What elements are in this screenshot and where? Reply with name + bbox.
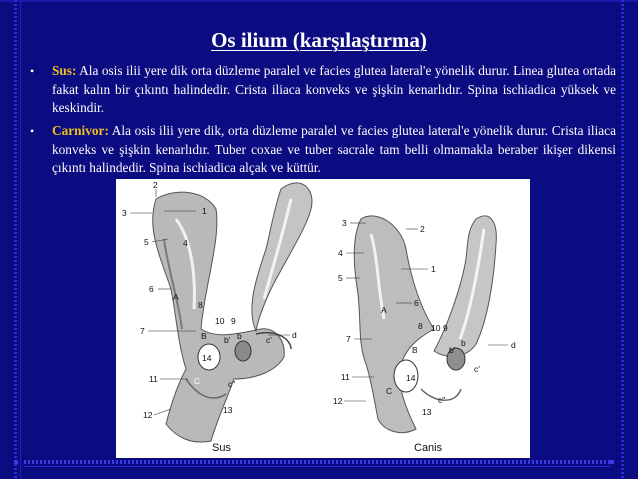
sus-label: c" (228, 379, 236, 389)
canis-label: C (386, 386, 393, 396)
canis-label: d (511, 340, 516, 350)
sus-label: C (194, 376, 201, 386)
sus-label: 13 (223, 405, 233, 415)
sus-label: d (292, 330, 297, 340)
frame-bottom-line (24, 466, 610, 467)
canis-label: 14 (406, 373, 416, 383)
bullet-icon: • (30, 124, 35, 138)
sus-ilium-drawing (153, 183, 312, 442)
bullet-description: Ala osis ilii yere dik orta düzleme paralel ve facies glutea lateral'e yönelik durur. Linea glutea ortada fakat kalın bir çıkıntı halindedir. Crista iliaca konveks ve şişkin kenarlıdır. Spina ischiadica yüksek ve keskindir. (52, 63, 616, 116)
canis-label: B (412, 345, 418, 355)
frame-right-dotted-line (621, 0, 624, 479)
frame-left-line (20, 0, 21, 479)
sus-label: 2 (153, 180, 158, 190)
canis-label: 7 (346, 334, 351, 344)
canis-label: 13 (422, 407, 432, 417)
frame-corner-square (14, 460, 18, 464)
canis-label: 10 (431, 323, 441, 333)
frame-left-dotted-line (14, 0, 17, 479)
sus-label: 10 (215, 316, 225, 326)
frame-top-line (0, 0, 638, 2)
sus-label: 3 (122, 208, 127, 218)
canis-label: 3 (342, 218, 347, 228)
frame-corner-square (610, 460, 614, 464)
canis-label: b (461, 338, 466, 348)
sus-label: 4 (183, 238, 188, 248)
bullet-description: Ala osis ilii yere dik, orta düzleme paralel ve facies glutea lateral'e yönelik durur. Crista iliaca konveks ve şişkin kenarlıdır. Tuber coxae ve tuber sacrale tam belli olmamakla beraber ikişer dikensi çıkıntı halindedir. Spina ischiadica alçak ve küttür. (52, 123, 616, 176)
bullet-text (52, 62, 616, 118)
canis-label: 5 (338, 273, 343, 283)
canis-caption: Canis (414, 442, 443, 454)
frame-bottom-dotted-line (24, 460, 610, 464)
canis-label: 2 (420, 224, 425, 234)
canis-label: 6 (414, 298, 419, 308)
canis-label: b' (449, 345, 456, 355)
sus-label: b (237, 331, 242, 341)
slide-title: Os ilium (karşılaştırma) (211, 28, 427, 52)
sus-label: 7 (140, 326, 145, 336)
sus-label: 8 (198, 300, 203, 310)
ilium-comparison-figure (116, 179, 530, 458)
sus-label: 1 (202, 206, 207, 216)
canis-label: A (381, 305, 387, 315)
sus-label: A (173, 292, 179, 302)
bullet-term: Carnivor: (52, 123, 109, 138)
canis-label: 1 (431, 264, 436, 274)
bullet-icon: • (30, 64, 35, 78)
canis-label: 9 (443, 323, 448, 333)
sus-label: 14 (202, 353, 212, 363)
sus-label: 9 (231, 316, 236, 326)
sus-label: 12 (143, 410, 153, 420)
ilium-drawings (116, 179, 530, 458)
sus-caption: Sus (212, 442, 231, 454)
canis-label: c' (474, 364, 480, 374)
sus-label: b' (224, 335, 231, 345)
bullet-carnivor (30, 122, 616, 178)
canis-ilium-drawing (354, 216, 496, 433)
sus-label: 5 (144, 237, 149, 247)
sus-label: 11 (149, 374, 158, 384)
sus-label: B (201, 331, 207, 341)
canis-label: 11 (341, 372, 350, 382)
canis-label: c" (438, 395, 446, 405)
bullet-term: Sus: (52, 63, 77, 78)
bullet-text (52, 122, 616, 178)
bullet-sus (30, 62, 616, 118)
canis-label: 4 (338, 248, 343, 258)
canis-label: 12 (333, 396, 343, 406)
sus-label: 6 (149, 284, 154, 294)
canis-label: 8 (418, 321, 423, 331)
sus-label: c' (266, 335, 272, 345)
